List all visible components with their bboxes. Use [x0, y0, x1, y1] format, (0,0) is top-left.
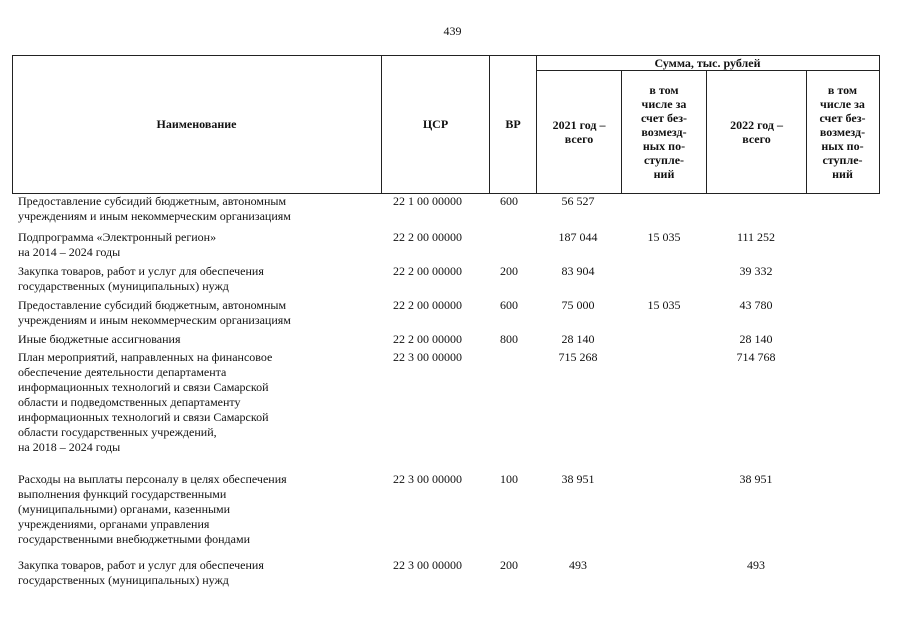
- row-name-line: на 2018 – 2024 годы: [18, 440, 121, 454]
- row-name-line: информационных технологий и связи Самарской: [18, 380, 269, 394]
- row-2022-total: 111 252: [736, 230, 776, 244]
- row-name-line: выполнения функций государственными: [18, 487, 227, 501]
- header-2021-free: [622, 71, 706, 192]
- row-csr: 22 1 00 00000: [393, 194, 462, 208]
- header-line: ний: [832, 166, 853, 181]
- row-name-line: (муниципальными) органами, казенными: [18, 502, 231, 516]
- row-name-line: государственных (муниципальных) нужд: [18, 573, 229, 587]
- row-2021-total: 75 000: [561, 298, 595, 312]
- row-name-line: План мероприятий, направленных на финансовое: [18, 350, 273, 364]
- row-name-line: учреждениям и иным некоммерческим организациям: [18, 313, 291, 327]
- row-2021-total: 83 904: [561, 264, 595, 278]
- header-line: ступле-: [822, 152, 863, 167]
- row-2021-free: 15 035: [647, 230, 681, 244]
- header-line: счет без-: [640, 110, 688, 125]
- row-2021-free: 15 035: [647, 298, 681, 312]
- row-vr: 200: [500, 264, 518, 278]
- row-name-line: Предоставление субсидий бюджетным, автономным: [18, 194, 287, 208]
- header-line: числе за: [641, 96, 687, 111]
- row-name-line: Закупка товаров, работ и услуг для обеспечения: [18, 264, 264, 278]
- header-line: возмезд-: [641, 124, 687, 139]
- row-csr: 22 2 00 00000: [393, 332, 462, 346]
- row-name-line: учреждениям и иным некоммерческим организациям: [18, 209, 291, 223]
- row-name: [18, 230, 388, 260]
- header-line: всего: [564, 131, 594, 146]
- row-csr: 22 2 00 00000: [393, 264, 462, 278]
- row-vr: 600: [500, 194, 518, 208]
- row-name: [18, 332, 388, 347]
- row-name-line: Иные бюджетные ассигнования: [18, 332, 181, 346]
- header-line: ных по-: [642, 138, 686, 153]
- row-name-line: обеспечение деятельности департамента: [18, 365, 227, 379]
- row-csr: 22 3 00 00000: [393, 350, 462, 364]
- row-csr: 22 2 00 00000: [393, 298, 462, 312]
- header-line: счет без-: [819, 110, 866, 125]
- row-name-line: Закупка товаров, работ и услуг для обеспечения: [18, 558, 264, 572]
- row-2021-total: 715 268: [558, 350, 598, 364]
- row-vr: 800: [500, 332, 518, 346]
- row-name-line: Расходы на выплаты персоналу в целях обеспечения: [18, 472, 287, 486]
- row-csr: 22 3 00 00000: [393, 472, 462, 486]
- header-line: возмезд-: [819, 124, 866, 139]
- row-name-line: государственных (муниципальных) нужд: [18, 279, 229, 293]
- page-number: 439: [443, 24, 462, 38]
- row-2022-total: 39 332: [739, 264, 773, 278]
- header-2022-free: [807, 71, 878, 192]
- header-line: всего: [742, 131, 771, 146]
- row-name: [18, 350, 388, 455]
- row-name: [18, 298, 388, 328]
- row-vr: 100: [500, 472, 518, 486]
- header-line: числе за: [820, 96, 865, 111]
- row-2021-total: 28 140: [561, 332, 595, 346]
- row-name-line: информационных технологий и связи Самарской: [18, 410, 269, 424]
- row-name-line: Подпрограмма «Электронный регион»: [18, 230, 217, 244]
- header-line: 2022 год –: [730, 117, 783, 132]
- row-2021-total: 38 951: [561, 472, 595, 486]
- header-line: ний: [653, 166, 675, 181]
- row-2022-total: 38 951: [739, 472, 773, 486]
- row-2022-total: 28 140: [739, 332, 773, 346]
- header-line: 2021 год –: [552, 117, 606, 132]
- row-name-line: Предоставление субсидий бюджетным, автономным: [18, 298, 287, 312]
- header-line: ступле-: [643, 152, 685, 167]
- row-name: [18, 194, 388, 224]
- header-line: в том: [827, 82, 858, 97]
- row-csr: 22 3 00 00000: [393, 558, 462, 572]
- row-vr: 200: [500, 558, 518, 572]
- row-name-line: области и подведомственных департаменту: [18, 395, 241, 409]
- row-2022-total: 493: [747, 558, 765, 572]
- row-name-line: учреждениями, органами управления: [18, 517, 210, 531]
- header-vr: ВР: [505, 117, 521, 131]
- header-2021-total: [537, 71, 621, 192]
- header-line: в том: [649, 82, 679, 97]
- row-2021-total: 187 044: [558, 230, 598, 244]
- header-csr: ЦСР: [422, 117, 449, 131]
- row-name-line: области государственных учреждений,: [18, 425, 217, 439]
- row-2021-total: 56 527: [561, 194, 595, 208]
- row-name: [18, 558, 388, 588]
- row-name-line: на 2014 – 2024 годы: [18, 245, 121, 259]
- row-2022-total: 714 768: [736, 350, 776, 364]
- row-name: [18, 472, 388, 547]
- row-name-line: государственными внебюджетными фондами: [18, 532, 251, 546]
- row-vr: 600: [500, 298, 518, 312]
- row-2022-total: 43 780: [739, 298, 773, 312]
- header-name: Наименование: [156, 117, 237, 131]
- row-2021-total: 493: [569, 558, 587, 572]
- header-2022-total: [707, 71, 806, 192]
- header-line: ных по-: [821, 138, 864, 153]
- row-csr: 22 2 00 00000: [393, 230, 462, 244]
- row-name: [18, 264, 388, 294]
- header-sum: Сумма, тыс. рублей: [654, 56, 761, 70]
